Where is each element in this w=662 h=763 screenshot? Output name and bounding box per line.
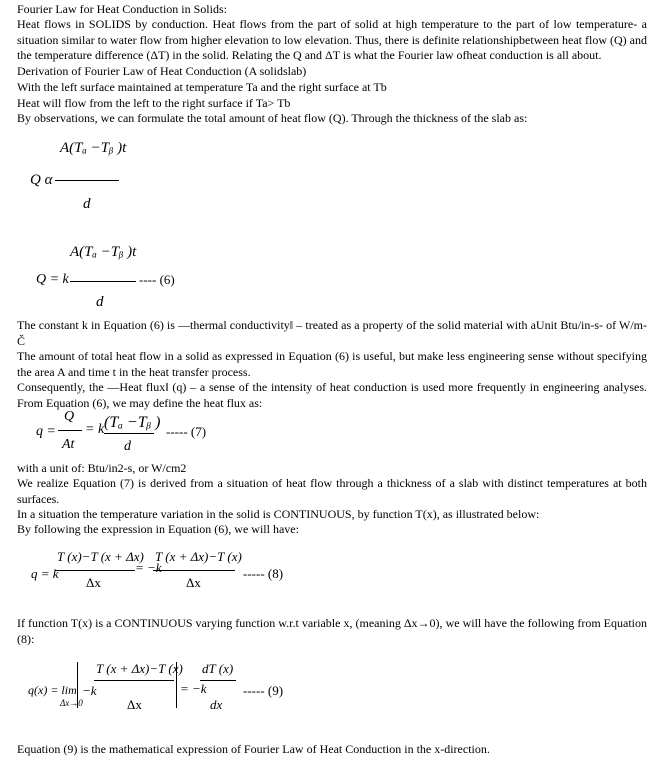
eq6-lhs: Q = k	[36, 272, 69, 287]
thermal-conductivity-paragraph: The constant k in Equation (6) is —thermal conductivity‖ – treated as a property of the solid material with aUnit Btu/in-s- of W/m-Č	[17, 318, 647, 348]
total-heat-flow-paragraph: The amount of total heat flow in a solid as expressed in Equation (6) is useful, but make less engineering sense without specifying the area A and time t in the heat transfer process.	[17, 349, 647, 379]
observations-line: By observations, we can formulate the total amount of heat flow (Q). Through the thickness of the slab as:	[17, 111, 528, 125]
continuous-line: In a situation the temperature variation in the solid is CONTINUOUS, by function T(x), as illustrated below:	[17, 507, 540, 521]
eq-prop-denominator: d	[83, 196, 91, 212]
eq8-den1: Δx	[86, 575, 101, 590]
eq7-den2: d	[124, 439, 131, 454]
eq6-denominator: d	[96, 294, 104, 310]
eq9-left-bracket	[77, 662, 78, 708]
eq7-bar1	[58, 430, 82, 431]
eq9-limit-subscript: Δx→0	[60, 698, 83, 708]
eq8-bar2	[153, 570, 235, 571]
eq-prop-numerator: A(Tₐ −Tᵦ )t	[60, 140, 127, 156]
eq9-den1: Δx	[127, 697, 142, 712]
eq7-bar2	[104, 433, 154, 434]
eq9-right-bracket	[176, 662, 177, 708]
unit-line: with a unit of: Btu/in2-s, or W/cm2	[17, 461, 187, 475]
eq8-tag: ----- (8)	[243, 566, 284, 581]
eq8-num2: T (x + Δx)−T (x)	[155, 549, 242, 564]
eq7-lhs: q =	[36, 424, 56, 439]
derivation-heading: Derivation of Fourier Law of Heat Conduction (A solidslab)	[17, 64, 307, 78]
eq7-den1: At	[62, 437, 75, 452]
eq9-bar1	[94, 680, 174, 681]
eq9-k1: −k	[82, 683, 97, 698]
eq8-den2: Δx	[186, 575, 201, 590]
eq9-num1: T (x + Δx)−T (x)	[96, 661, 183, 676]
eq7-num1: Q	[64, 409, 75, 424]
eq9-lhs: q(x) = lim	[28, 683, 77, 697]
eq6-fraction-bar	[70, 281, 136, 282]
conclusion-line: Equation (9) is the mathematical expression of Fourier Law of Heat Conduction in the x-direction.	[17, 742, 490, 756]
eq8-mid: = −k	[135, 560, 162, 575]
eq9-den2: dx	[210, 697, 223, 712]
eq-prop-fraction-bar	[55, 180, 119, 181]
section-title: Fourier Law for Heat Conduction in Solids:	[17, 2, 227, 16]
eq8-lhs: q = k	[31, 566, 59, 581]
continuous-function-paragraph: If function T(x) is a CONTINUOUS varying function w.r.t variable x, (meaning Δx→0), we will have the following from Equation (8):	[17, 616, 647, 646]
eq7-mid: = k	[85, 422, 105, 437]
paragraph-heat-flow: Heat flows in SOLIDS by conduction. Heat flows from the part of solid at high temperature to the part of low temperature- a situation similar to water flow from higher elevation to low elevation. Thus, there is definite relationshipbetween heat flow (Q) and the temperature difference (ΔT) in the solid. Relating the Q and ΔT is what the Fourier law ofheat conduction is all about.	[17, 17, 647, 62]
eq7-num2: (Tₐ −Tᵦ )	[104, 414, 161, 431]
left-surface-line: With the left surface maintained at temperature Ta and the right surface at Tb	[17, 80, 387, 94]
heat-flux-paragraph: Consequently, the —Heat flux‖ (q) – a sense of the intensity of heat conduction is used more frequently in engineering analyses. From Equation (6), we may define the heat flux as:	[17, 380, 647, 410]
eq9-tag: ----- (9)	[243, 683, 284, 698]
eq6-tag: ---- (6)	[139, 272, 175, 287]
eq6-numerator: A(Tₐ −Tᵦ )t	[70, 244, 137, 260]
eq9-num2: dT (x)	[202, 661, 234, 676]
eq9-bar2	[200, 680, 236, 681]
eq9-mid: = −k	[180, 681, 207, 696]
realize-paragraph: We realize Equation (7) is derived from a situation of heat flow through a thickness of a slab with distinct temperatures at both surfaces.	[17, 476, 647, 506]
flow-direction-line: Heat will flow from the left to the right surface if Ta> Tb	[17, 96, 291, 110]
eq-prop-lhs: Q α	[30, 172, 53, 188]
following-line: By following the expression in Equation (6), we will have:	[17, 522, 299, 536]
eq7-tag: ----- (7)	[166, 424, 207, 439]
eq8-num1: T (x)−T (x + Δx)	[57, 549, 144, 564]
eq8-bar1	[55, 570, 135, 571]
